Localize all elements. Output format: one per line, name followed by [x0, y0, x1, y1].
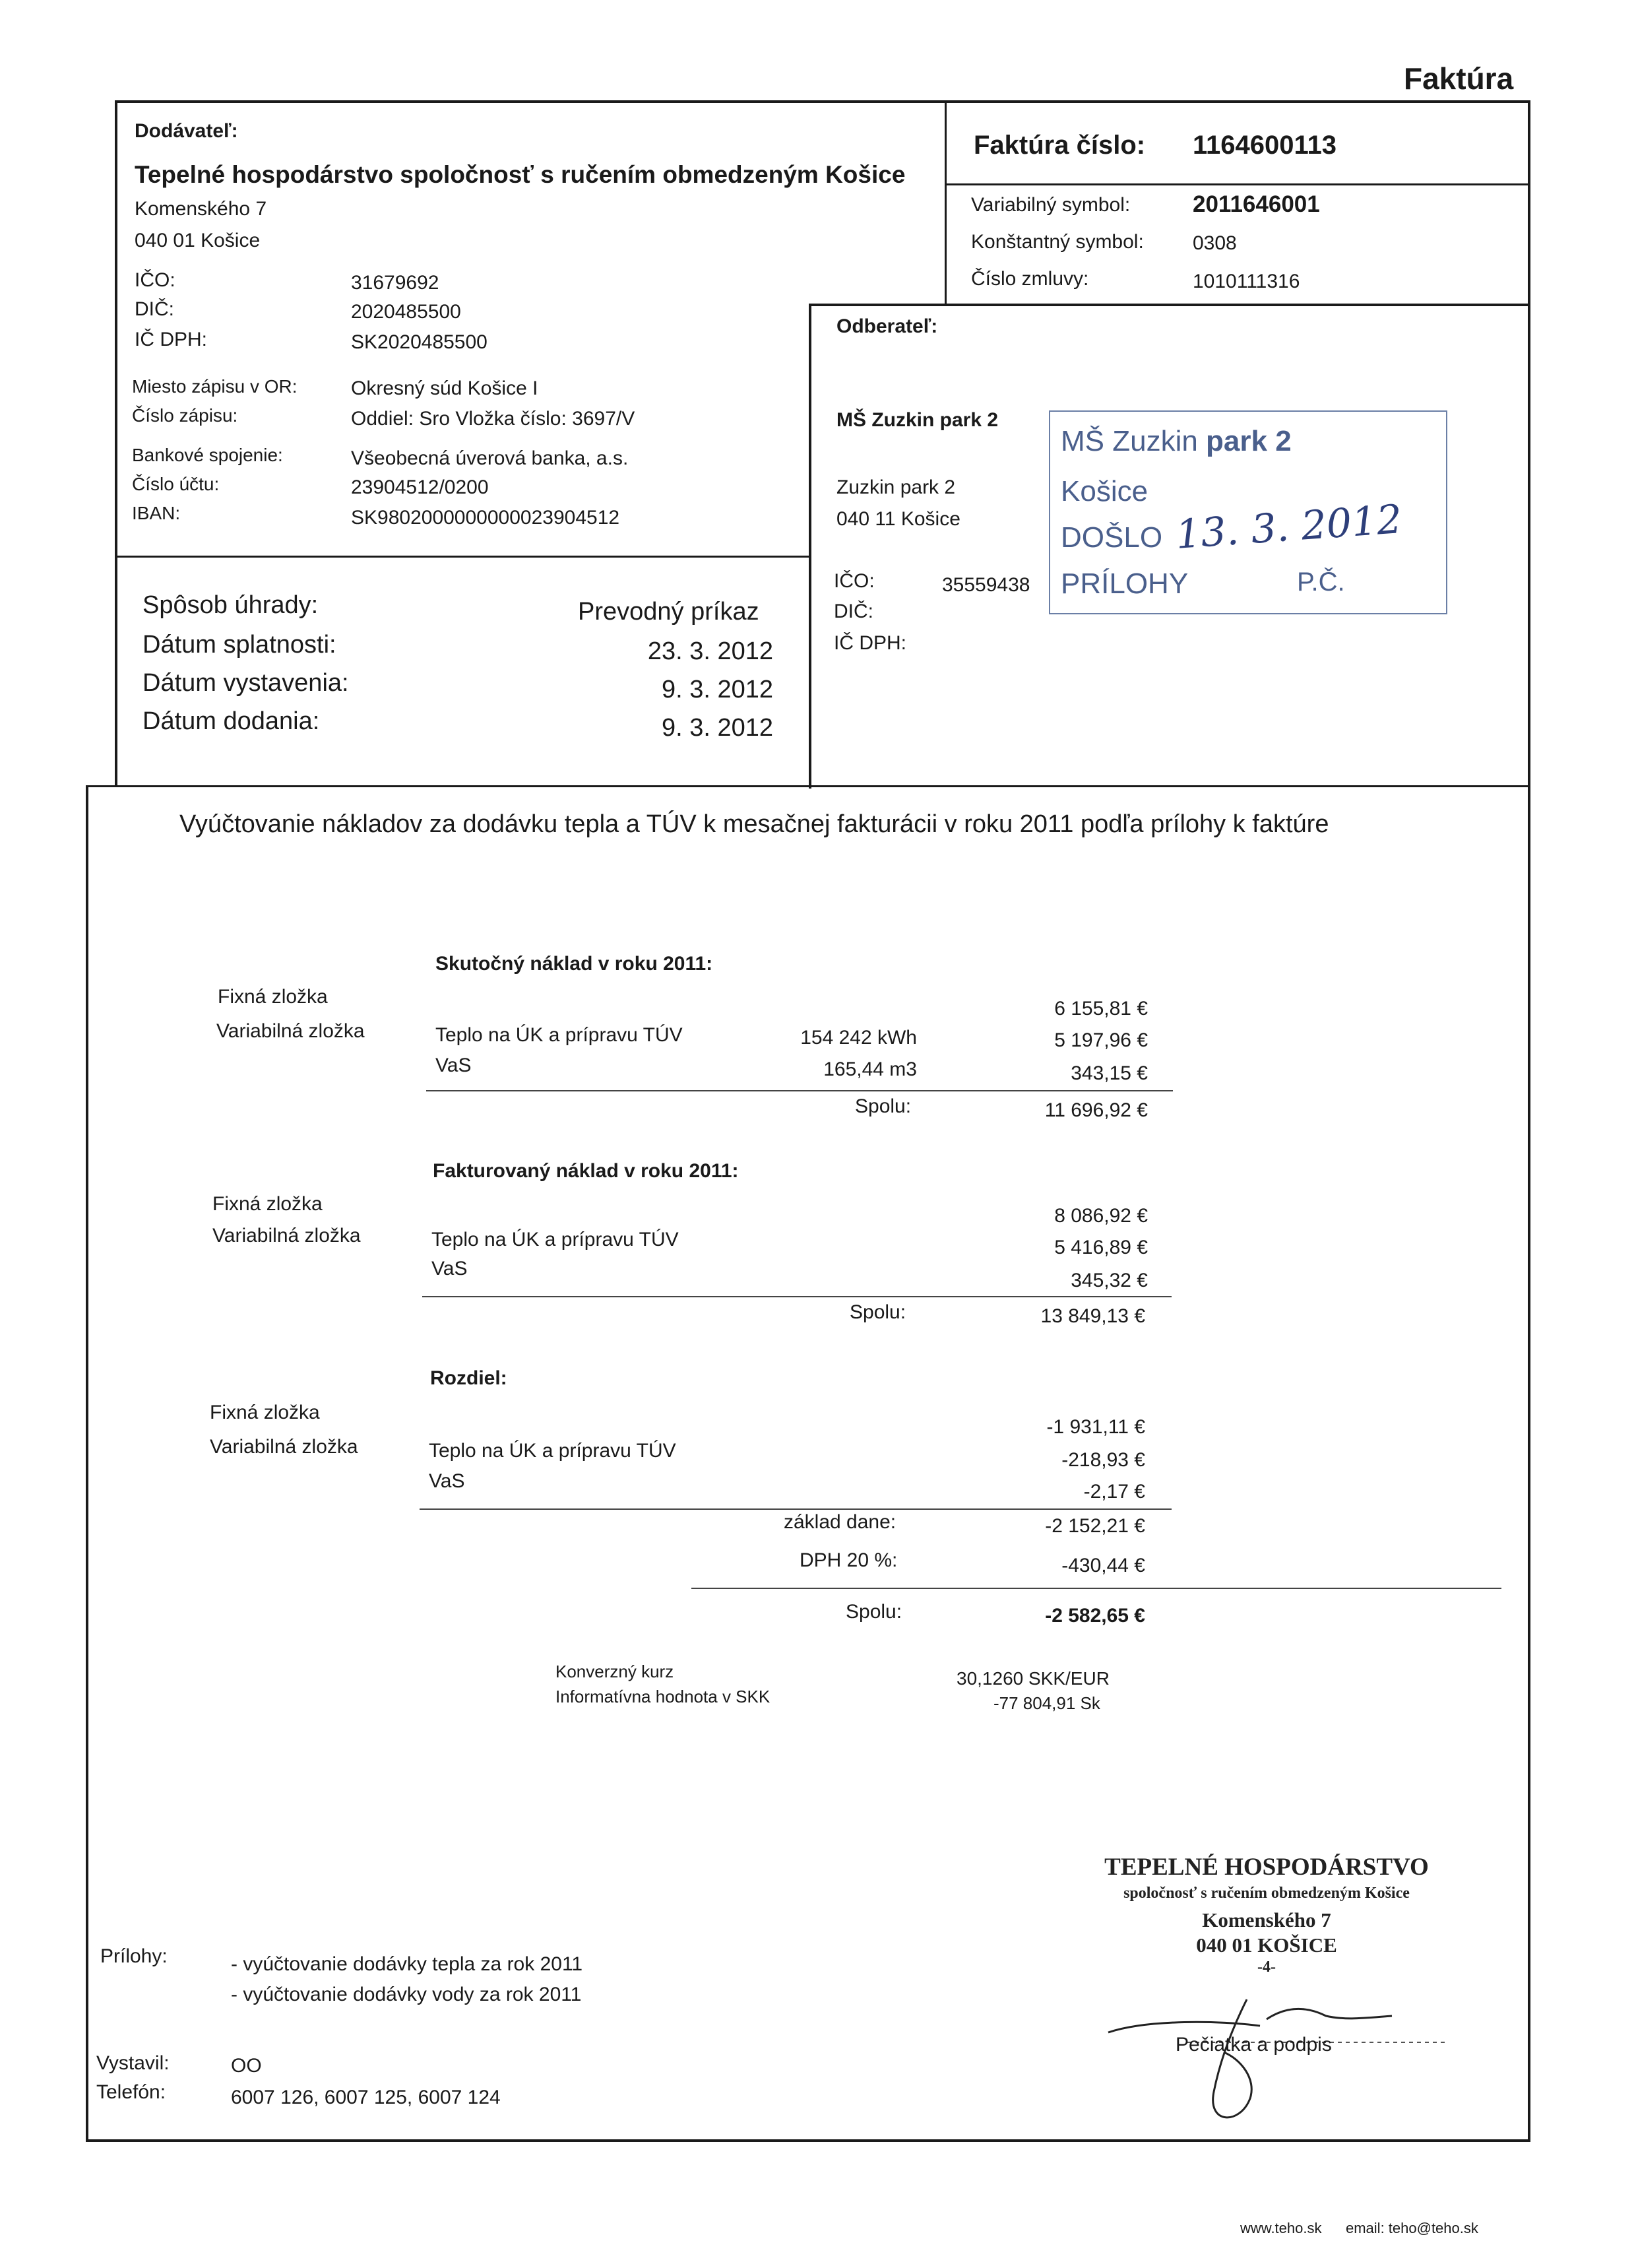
customer-city: 040 11 Košice [836, 508, 960, 530]
stamp-handwritten-date: 13. 3. 2012 [1174, 496, 1404, 558]
section3-vat-label: DPH 20 %: [800, 1549, 898, 1571]
section2-item2-label: VaS [431, 1258, 468, 1280]
seal-line2: spoločnosť s ručením obmedzeným Košice [1123, 1885, 1410, 1902]
seal-line3: Komenského 7 [1202, 1908, 1331, 1931]
seal-line4: 040 01 KOŠICE [1196, 1933, 1337, 1957]
supplier-account-label: Číslo účtu: [132, 474, 220, 494]
section1-title: Skutočný náklad v roku 2011: [435, 953, 713, 975]
issued-by-label: Vystavil: [96, 2052, 170, 2074]
frame-right [1528, 100, 1530, 2139]
customer-street: Zuzkin park 2 [836, 476, 956, 498]
attachments-label: Prílohy: [100, 1945, 168, 1967]
issue-date: 9. 3. 2012 [661, 676, 773, 703]
supplier-name: Tepelné hospodárstvo spoločnosť s ručením obmedzeným Košice [135, 161, 906, 188]
divider-invoice-v [945, 100, 947, 305]
supplier-dic-label: DIČ: [135, 298, 174, 320]
supplier-iban-label: IBAN: [132, 503, 181, 523]
payment-method-label: Spôsob úhrady: [142, 591, 319, 619]
contract-value: 1010111316 [1193, 271, 1300, 292]
section1-total-label: Spolu: [855, 1095, 912, 1117]
payment-method: Prevodný príkaz [578, 598, 759, 626]
supplier-heading: Dodávateľ: [135, 120, 238, 142]
stamp-line2: Košice [1061, 475, 1148, 507]
section1-item2-value: 343,15 € [1071, 1062, 1148, 1084]
section2-item2-value: 345,32 € [1071, 1270, 1148, 1291]
frame-bottom [86, 2139, 1530, 2142]
customer-icdph-label: IČ DPH: [834, 632, 907, 654]
supplier-icdph-label: IČ DPH: [135, 329, 208, 350]
supplier-regno: Oddiel: Sro Vložka číslo: 3697/V [351, 408, 635, 430]
due-date-label: Dátum splatnosti: [142, 631, 336, 659]
seal-line5: -4- [1257, 1959, 1276, 1976]
frame-top [117, 100, 1530, 103]
summary-title: Vyúčtovanie nákladov za dodávku tepla a TÚV k mesačnej fakturácii v roku 2011 podľa prílohy k faktúre [179, 810, 1329, 838]
section3-item1-label: Teplo na ÚK a prípravu TÚV [429, 1440, 676, 1462]
section3-item1-value: -218,93 € [1061, 1449, 1145, 1471]
issued-by-value: OO [231, 2055, 262, 2077]
section3-rule [420, 1508, 1172, 1510]
supplier-register-label: Miesto zápisu v OR: [132, 376, 298, 397]
frame-left-lower [86, 785, 88, 2141]
footer-web[interactable]: www.teho.sk [1240, 2220, 1322, 2236]
invoice-number: 1164600113 [1193, 131, 1337, 160]
supplier-box-bottom [115, 556, 810, 558]
section1-item2-label: VaS [435, 1054, 472, 1076]
customer-box-left [809, 304, 811, 789]
attachment-item-1: - vyúčtovanie dodávky tepla za rok 2011 [231, 1953, 583, 1975]
conversion-skk: -77 804,91 Sk [993, 1693, 1100, 1713]
issue-date-label: Dátum vystavenia: [142, 669, 349, 697]
section3-fixed-value: -1 931,11 € [1046, 1416, 1145, 1438]
section2-variable-label: Variabilná zložka [212, 1225, 361, 1247]
section3-vat-value: -430,44 € [1061, 1555, 1145, 1576]
section3-total-value: -2 582,65 € [1045, 1605, 1145, 1627]
supplier-ico-label: IČO: [135, 269, 175, 291]
section1-fixed-label: Fixná zložka [218, 986, 328, 1008]
section2-total-value: 13 849,13 € [1040, 1305, 1145, 1327]
section3-variable-label: Variabilná zložka [210, 1436, 358, 1458]
seal-line1: TEPELNÉ HOSPODÁRSTVO [1104, 1854, 1429, 1881]
section1-item1-value: 5 197,96 € [1054, 1029, 1148, 1051]
section2-fixed-value: 8 086,92 € [1054, 1205, 1148, 1227]
conversion-rate: 30,1260 SKK/EUR [957, 1668, 1110, 1689]
header-box-bottom [86, 785, 1530, 787]
supplier-ico: 31679692 [351, 272, 439, 294]
supplier-regno-label: Číslo zápisu: [132, 405, 238, 426]
customer-name: MŠ Zuzkin park 2 [836, 409, 999, 431]
section3-item2-label: VaS [429, 1470, 465, 1492]
section3-fixed-label: Fixná zložka [210, 1402, 320, 1423]
signature-label: Pečiatka a podpis [1176, 2034, 1332, 2056]
section3-base-label: základ dane: [784, 1511, 897, 1533]
supplier-city: 040 01 Košice [135, 230, 261, 251]
section2-total-label: Spolu: [850, 1301, 906, 1323]
ks-value: 0308 [1193, 232, 1237, 254]
customer-ico-label: IČO: [834, 570, 875, 592]
delivery-date-label: Dátum dodania: [142, 707, 320, 735]
invoice-number-label: Faktúra číslo: [974, 131, 1146, 160]
received-stamp [1049, 410, 1447, 614]
section3-total-label: Spolu: [846, 1601, 902, 1623]
signature-scribble-icon [1088, 1980, 1458, 2138]
section1-item1-label: Teplo na ÚK a prípravu TÚV [435, 1024, 683, 1046]
phone-label: Telefón: [96, 2081, 166, 2103]
customer-dic-label: DIČ: [834, 600, 873, 622]
section2-item1-label: Teplo na ÚK a prípravu TÚV [431, 1229, 679, 1250]
supplier-dic: 2020485500 [351, 301, 461, 323]
section3-title: Rozdiel: [430, 1367, 507, 1389]
section3-item2-value: -2,17 € [1083, 1481, 1145, 1503]
attachment-item-2: - vyúčtovanie dodávky vody za rok 2011 [231, 1984, 582, 2005]
vs-label: Variabilný symbol: [971, 194, 1131, 216]
customer-ico: 35559438 [942, 574, 1030, 596]
conversion-rate-label: Konverzný kurz [555, 1662, 674, 1681]
section2-item1-value: 5 416,89 € [1054, 1237, 1148, 1258]
supplier-bank-label: Bankové spojenie: [132, 445, 283, 465]
contract-label: Číslo zmluvy: [971, 268, 1089, 290]
supplier-register: Okresný súd Košice I [351, 377, 538, 399]
document-title: Faktúra [1404, 61, 1514, 96]
stamp-line4: PRÍLOHY [1061, 567, 1189, 600]
due-date: 23. 3. 2012 [647, 637, 773, 665]
divider-invoice-h [945, 183, 1530, 185]
customer-heading: Odberateľ: [836, 315, 938, 337]
ks-label: Konštantný symbol: [971, 231, 1144, 253]
delivery-date: 9. 3. 2012 [661, 714, 773, 742]
section3-final-rule [691, 1588, 1501, 1589]
section2-fixed-label: Fixná zložka [212, 1193, 323, 1215]
supplier-iban: SK9802000000000023904512 [351, 507, 620, 529]
stamp-pc: P.Č. [1297, 567, 1345, 597]
section2-rule [422, 1296, 1172, 1297]
conversion-skk-label: Informatívna hodnota v SKK [555, 1687, 771, 1706]
supplier-bank: Všeobecná úverová banka, a.s. [351, 447, 629, 469]
phone-value: 6007 126, 6007 125, 6007 124 [231, 2087, 501, 2108]
supplier-icdph: SK2020485500 [351, 331, 488, 353]
supplier-street: Komenského 7 [135, 198, 267, 220]
section1-item2-qty: 165,44 m3 [823, 1058, 917, 1080]
section1-fixed-value: 6 155,81 € [1054, 998, 1148, 1020]
customer-box-top [811, 304, 1530, 306]
stamp-line1-b: park 2 [1206, 425, 1292, 457]
section1-variable-label: Variabilná zložka [216, 1020, 365, 1042]
stamp-line1 [1061, 425, 1292, 458]
section2-title: Fakturovaný náklad v roku 2011: [433, 1160, 739, 1182]
section1-rule [426, 1090, 1173, 1091]
supplier-account: 23904512/0200 [351, 476, 489, 498]
section3-base-value: -2 152,21 € [1045, 1515, 1145, 1537]
stamp-line1-a: MŠ Zuzkin [1061, 425, 1207, 457]
vs-value: 2011646001 [1193, 191, 1320, 217]
section1-item1-qty: 154 242 kWh [800, 1027, 917, 1049]
section1-total-value: 11 696,92 € [1044, 1099, 1148, 1121]
footer-email[interactable]: email: teho@teho.sk [1346, 2220, 1478, 2236]
frame-left [115, 100, 117, 787]
stamp-line3: DOŠLO [1061, 521, 1163, 554]
